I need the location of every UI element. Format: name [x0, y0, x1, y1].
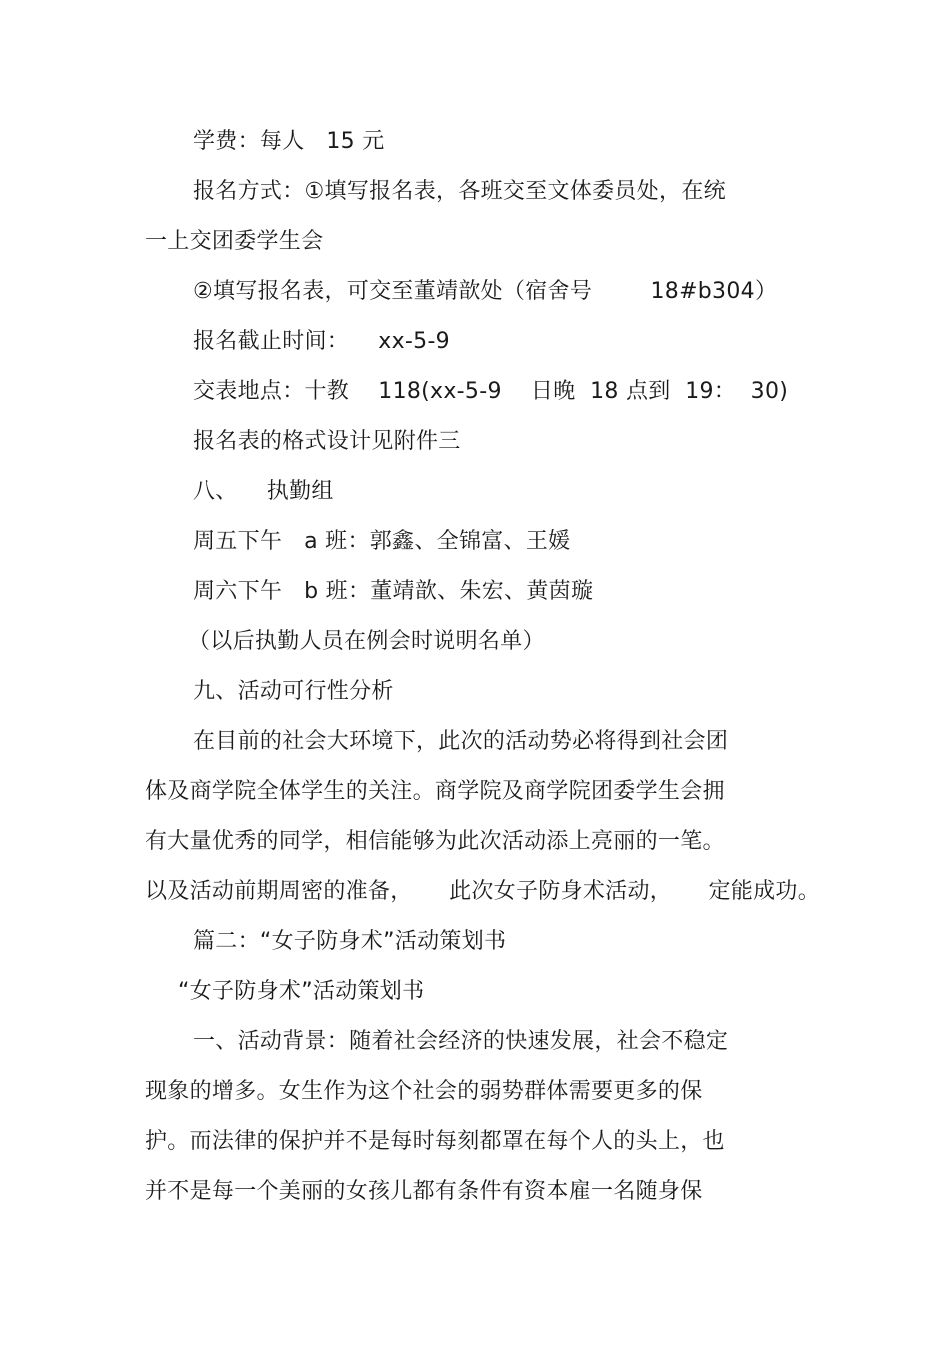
- tuition-line: 学费：每人 15 元: [193, 129, 385, 154]
- background-paragraph-line-1: 一、活动背景：随着社会经济的快速发展，社会不稳定: [193, 1029, 729, 1054]
- plan-title: “女子防身术”活动策划书: [178, 979, 425, 1004]
- registration-method-continuation: 一上交团委学生会: [145, 229, 324, 254]
- registration-method-line: 报名方式：①填写报名表，各班交至文体委员处，在统: [193, 179, 726, 204]
- part-2-heading: 篇二：“女子防身术”活动策划书: [193, 929, 507, 954]
- saturday-duty-line: 周六下午 b 班：董靖歆、朱宏、黄茵璇: [193, 579, 594, 604]
- duty-note-line: （以后执勤人员在例会时说明名单）: [188, 629, 545, 654]
- section-8-heading: 八、 执勤组: [193, 479, 334, 504]
- feasibility-paragraph-line-4: 以及活动前期周密的准备， 此次女子防身术活动， 定能成功。: [145, 879, 821, 904]
- feasibility-paragraph-line-3: 有大量优秀的同学，相信能够为此次活动添上亮丽的一笔。: [145, 829, 725, 854]
- feasibility-paragraph-line-1: 在目前的社会大环境下，此次的活动势必将得到社会团: [193, 729, 729, 754]
- background-paragraph-line-2: 现象的增多。女生作为这个社会的弱势群体需要更多的保: [145, 1079, 703, 1104]
- background-paragraph-line-3: 护。而法律的保护并不是每时每刻都罩在每个人的头上，也: [145, 1129, 725, 1154]
- registration-option-2-line: ②填写报名表，可交至董靖歆处（宿舍号 18#b304）: [193, 279, 778, 304]
- background-paragraph-line-4: 并不是每一个美丽的女孩儿都有条件有资本雇一名随身保: [145, 1179, 703, 1204]
- friday-duty-line: 周五下午 a 班：郭鑫、全锦富、王媛: [193, 529, 571, 554]
- submission-location-line: 交表地点：十教 118(xx-5-9 日晚 18 点到 19： 30): [193, 379, 789, 404]
- section-9-heading: 九、活动可行性分析: [193, 679, 394, 704]
- registration-deadline-line: 报名截止时间： xx-5-9: [193, 329, 450, 354]
- form-design-note-line: 报名表的格式设计见附件三: [193, 429, 461, 454]
- feasibility-paragraph-line-2: 体及商学院全体学生的关注。商学院及商学院团委学生会拥: [145, 779, 725, 804]
